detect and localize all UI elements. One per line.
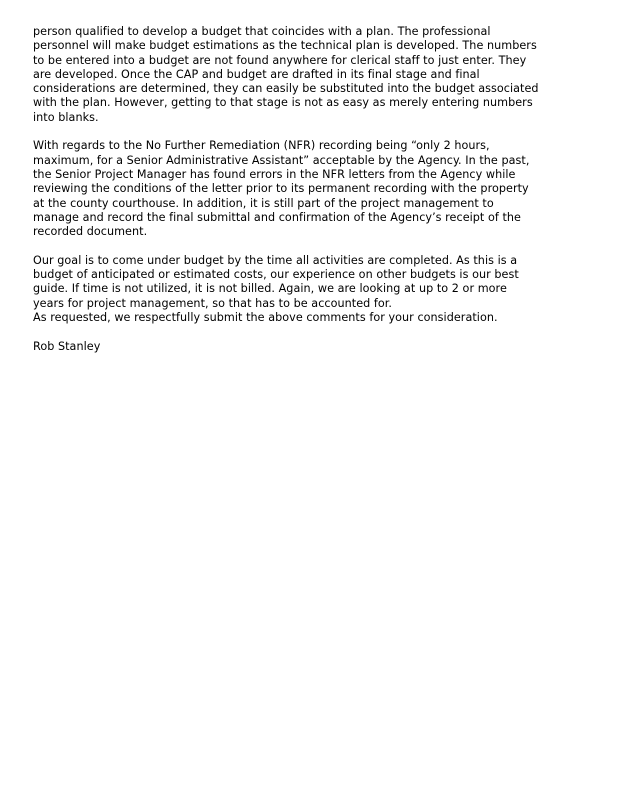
text-line: As requested, we respectfully submit the above comments for your consideration. <box>33 310 498 324</box>
paragraph-spacer <box>33 239 593 253</box>
text-line: With regards to the No Further Remediation (NFR) recording being “only 2 hours, <box>33 139 490 153</box>
text-line: recorded document. <box>33 225 148 239</box>
text-line: are developed. Once the CAP and budget are drafted in its final stage and final <box>33 67 480 81</box>
text-line: personnel will make budget estimations as the technical plan is developed. The numbers <box>33 39 537 53</box>
paragraph-budget-planning <box>33 25 593 125</box>
text-line: at the county courthouse. In addition, it is still part of the project management to <box>33 196 494 210</box>
text-line: person qualified to develop a budget that coincides with a plan. The professional <box>33 25 491 38</box>
text-line: Our goal is to come under budget by the time all activities are completed. As this is a <box>33 253 518 267</box>
text-line: the Senior Project Manager has found errors in the NFR letters from the Agency while <box>33 167 516 181</box>
text-line: years for project management, so that has to be accounted for. <box>33 296 393 310</box>
text-line: budget of anticipated or estimated costs, our experience on other budgets is our best <box>33 268 519 282</box>
paragraph-spacer <box>33 125 593 139</box>
text-line: to be entered into a budget are not found anywhere for clerical staff to just enter. They <box>33 53 527 67</box>
paragraph-spacer <box>33 325 593 339</box>
document-body <box>33 25 593 354</box>
text-line: considerations are determined, they can easily be substituted into the budget associated <box>33 82 539 96</box>
signature-block <box>33 340 593 354</box>
text-line: guide. If time is not utilized, it is not billed. Again, we are looking at up to 2 or more <box>33 282 507 296</box>
text-line: maximum, for a Senior Administrative Assistant” acceptable by the Agency. In the past, <box>33 153 530 167</box>
text-line: with the plan. However, getting to that stage is not as easy as merely entering numbers <box>33 96 533 110</box>
paragraph-budget-goal <box>33 254 593 325</box>
signature-name: Rob Stanley <box>33 339 101 353</box>
text-line: reviewing the conditions of the letter prior to its permanent recording with the property <box>33 182 529 196</box>
text-line: into blanks. <box>33 110 99 124</box>
paragraph-nfr-recording <box>33 139 593 239</box>
text-line: manage and record the final submittal and confirmation of the Agency’s receipt of the <box>33 210 521 224</box>
